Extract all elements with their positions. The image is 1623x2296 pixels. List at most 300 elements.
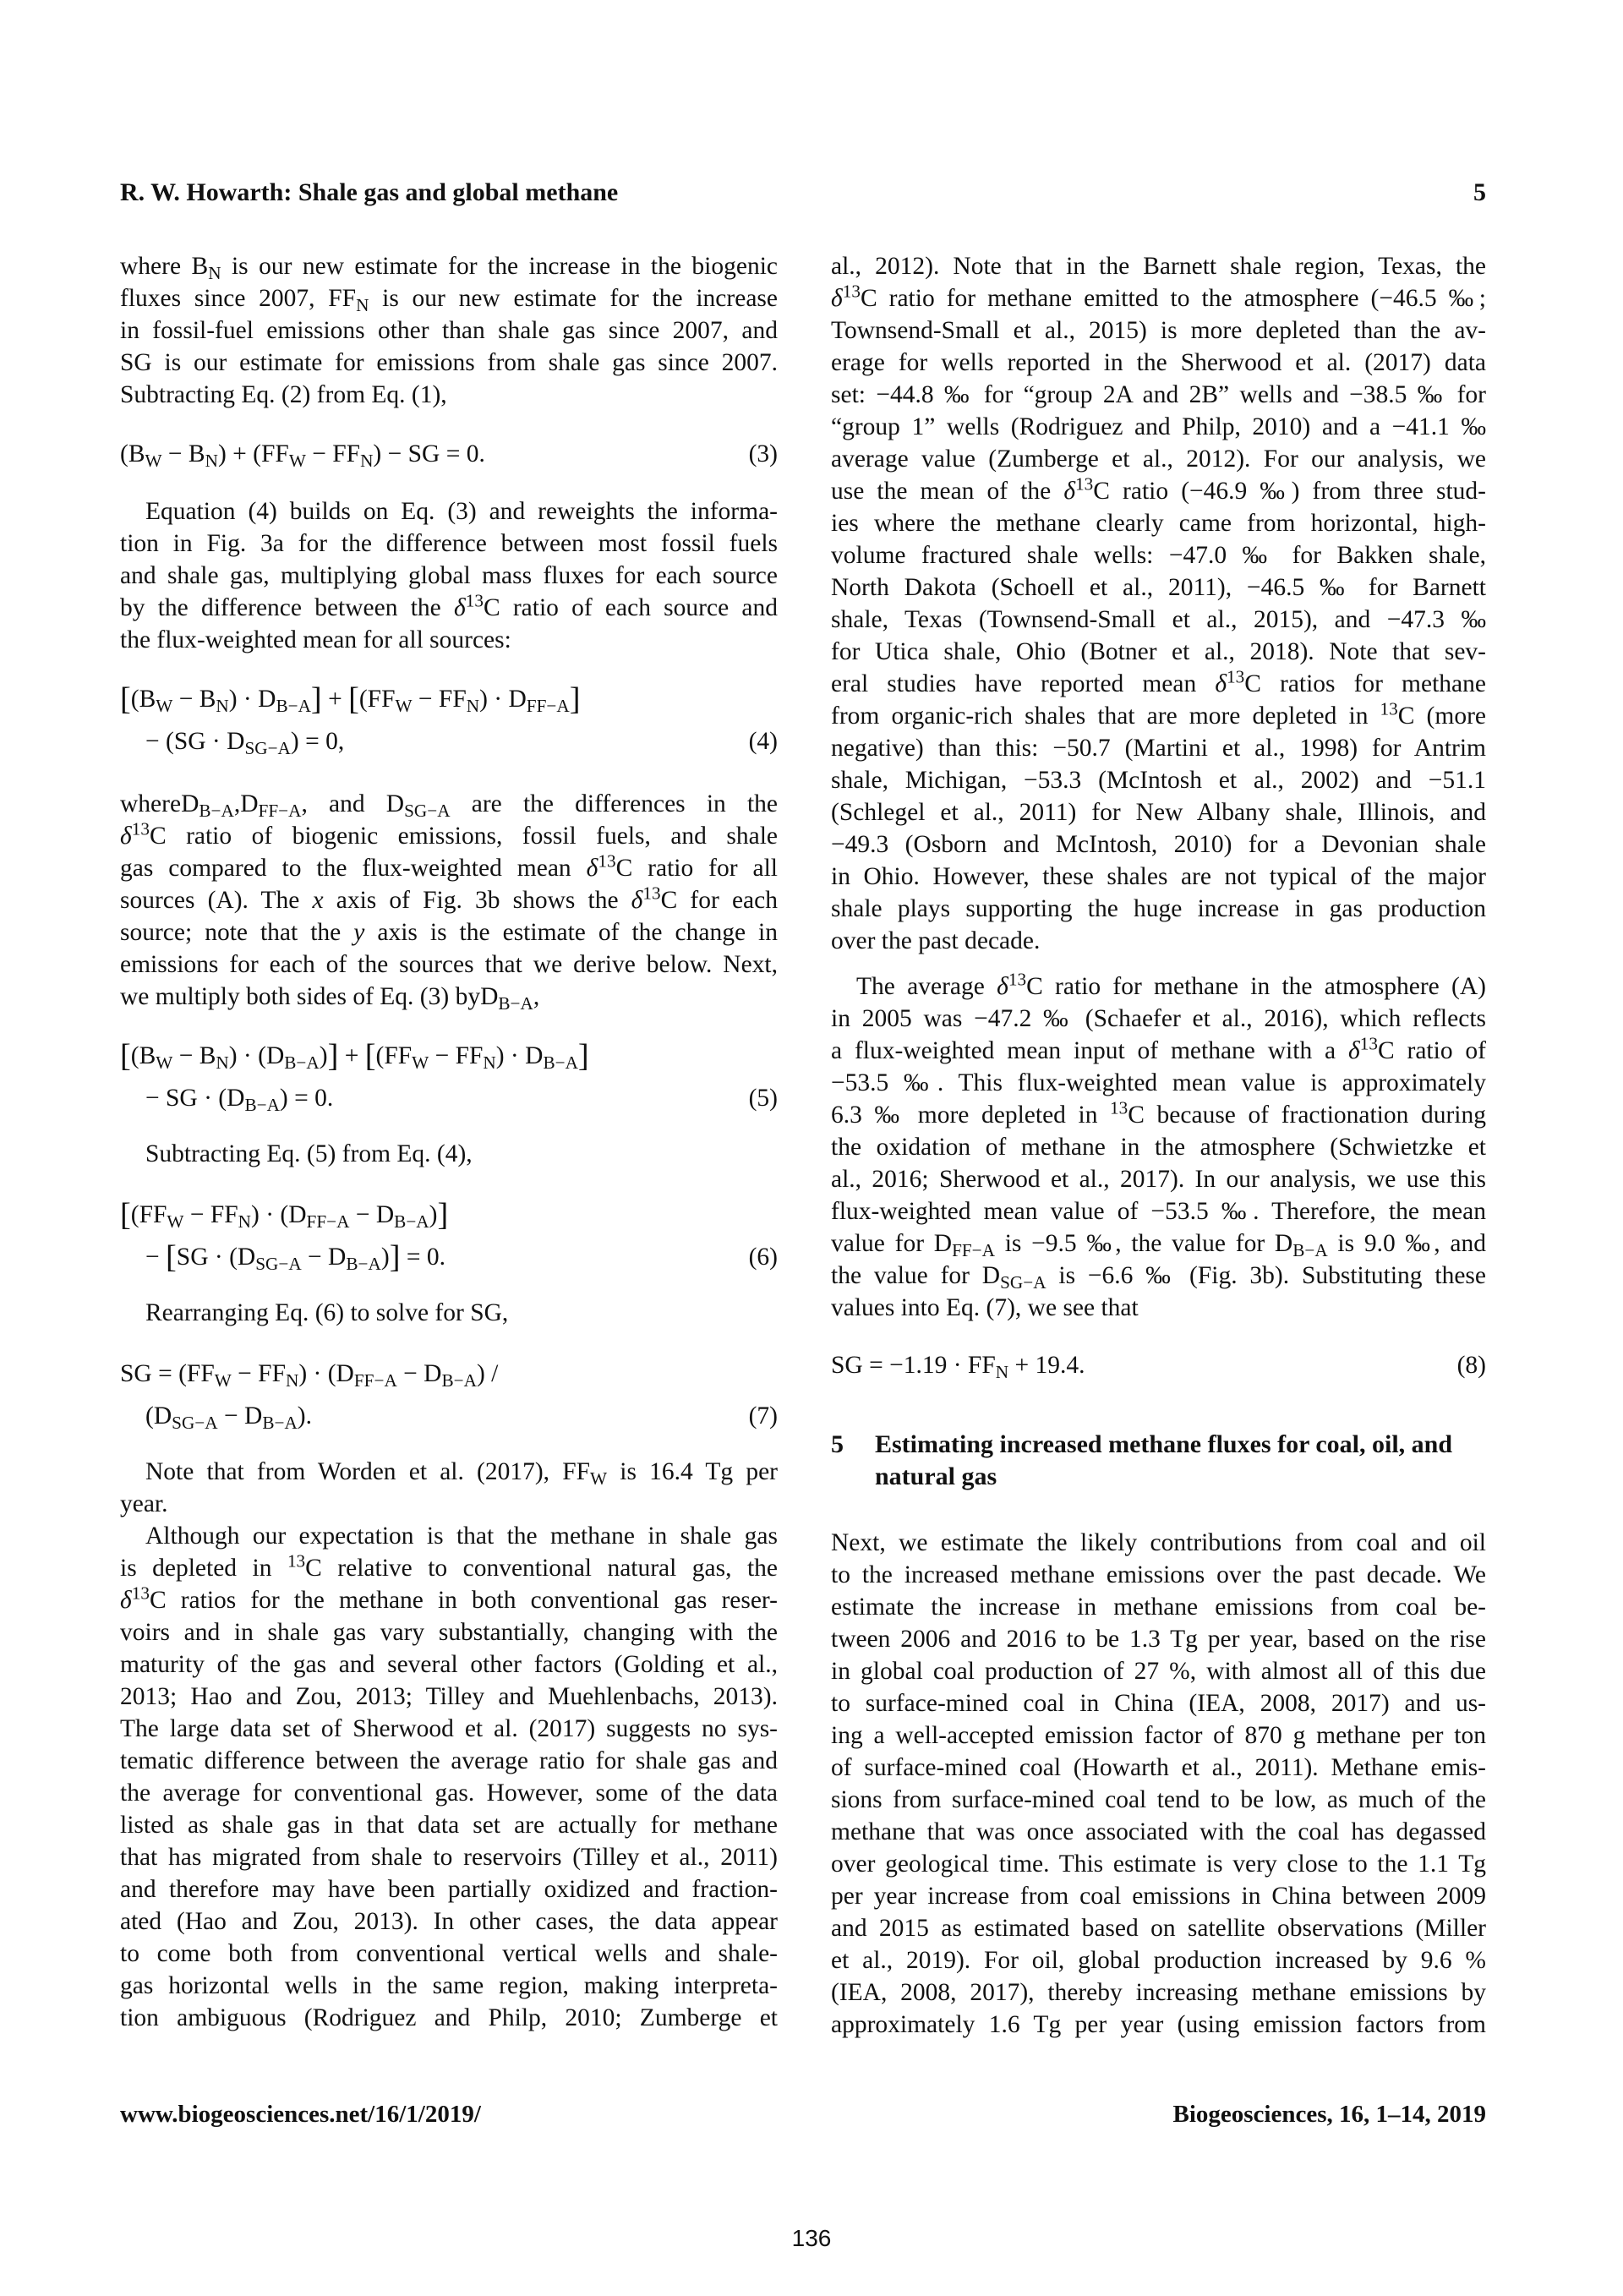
text-line <box>831 1227 1486 1260</box>
text-line <box>831 250 1486 282</box>
text-run: C ratio for all <box>615 855 778 882</box>
text-run: − FF <box>183 1201 238 1228</box>
subscript: B−A <box>346 1253 381 1274</box>
text-run: methane that was once associated with the coal has degassed <box>831 1818 1486 1845</box>
text-run: −53.5 ‰. This flux-weighted mean value is approximately <box>831 1069 1486 1096</box>
text-run: C for each <box>660 887 778 914</box>
text-line <box>120 1745 778 1777</box>
text-line <box>120 1297 778 1329</box>
text-run: − (SG · D <box>145 728 245 755</box>
text-run: ,D <box>233 790 259 817</box>
text-run: in Ohio. However, these shales are not typical of the major <box>831 863 1486 890</box>
subscript: N <box>216 695 229 716</box>
text-line <box>120 1456 778 1488</box>
text-run: − B <box>161 440 205 467</box>
text-run: δ <box>1063 478 1076 505</box>
text-run: C ratio of <box>1377 1037 1486 1064</box>
equation-line <box>831 1349 1486 1381</box>
superscript: 13 <box>1110 1097 1128 1118</box>
subscript: N <box>483 1052 496 1073</box>
text-run: ) <box>319 1042 328 1069</box>
text-run: C ratios for methane <box>1244 670 1486 697</box>
page-number: 136 <box>791 2225 832 2251</box>
text-run: δ <box>1215 670 1227 697</box>
text-run: C ratio of biogenic emissions, fossil fuels, and shale <box>149 823 778 850</box>
text-run: of surface-mined coal (Howarth et al., 2011). Methane emis- <box>831 1754 1486 1781</box>
text-run: x <box>312 887 324 914</box>
subscript: B−A <box>284 1052 320 1073</box>
text-run: and shale gas, multiplying global mass fluxes for each source <box>120 562 778 589</box>
text-line <box>831 1003 1486 1035</box>
text-run: , <box>533 983 540 1010</box>
text-run: + <box>321 686 349 713</box>
text-line <box>120 1777 778 1809</box>
text-run: is −9.5 ‰, the value for D <box>995 1230 1293 1257</box>
text-run: C ratio for methane emitted to the atmosphere (−46.5 ‰; <box>860 285 1486 312</box>
text-line <box>831 507 1486 539</box>
superscript: 13 <box>842 281 861 302</box>
equation-line <box>120 1082 778 1114</box>
text-line <box>120 1488 778 1520</box>
text-run: fluxes since 2007, FF <box>120 285 357 312</box>
text-run: year. <box>120 1490 168 1517</box>
text-line <box>120 560 778 592</box>
superscript: 13 <box>131 818 150 839</box>
text-run: (B <box>130 1042 156 1069</box>
subscript: B−A <box>498 992 533 1014</box>
text-run: C ratios for the methane in both conventional gas reser- <box>149 1587 778 1614</box>
text-line <box>120 1841 778 1873</box>
text-run: flux-weighted mean value of −53.5 ‰. Therefore, the mean <box>831 1198 1486 1225</box>
text-run: voirs and in shale gas vary substantially, changing with the <box>120 1619 778 1646</box>
superscript: 13 <box>1075 473 1094 495</box>
subscript: N <box>205 450 218 471</box>
text-line <box>831 1848 1486 1880</box>
text-run: over geological time. This estimate is very close to the 1.1 Tg <box>831 1850 1486 1878</box>
superscript: 13 <box>465 590 484 611</box>
text-line <box>831 1163 1486 1195</box>
text-line <box>831 861 1486 893</box>
text-run: 6.3 ‰ more depleted in <box>831 1102 1111 1129</box>
text-line <box>120 1138 778 1170</box>
text-run: (Schlegel et al., 2011) for New Albany shale, Illinois, and <box>831 799 1486 826</box>
text-line <box>831 604 1486 636</box>
subscript: W <box>590 1468 608 1489</box>
text-run: Subtracting Eq. (2) from Eq. (1), <box>120 381 447 408</box>
text-run: − FF <box>412 686 467 713</box>
text-line <box>831 1655 1486 1687</box>
text-run: C because of fractionation during <box>1128 1102 1486 1129</box>
text-run: − B <box>172 1042 216 1069</box>
text-line <box>831 1099 1486 1131</box>
text-line <box>831 732 1486 764</box>
text-line <box>831 1591 1486 1623</box>
text-run: y <box>353 919 365 946</box>
text-run: shale, Michigan, −53.3 (McIntosh et al., 2002) and −51.1 <box>831 767 1486 794</box>
text-run: δ <box>120 1587 132 1614</box>
subscript: N <box>995 1361 1009 1382</box>
text-run: C ratio (−46.9 ‰) from three stud- <box>1093 478 1486 505</box>
text-run: ) · D <box>228 686 276 713</box>
text-run: ated (Hao and Zou, 2013). In other cases, the data appear <box>120 1908 778 1935</box>
text-run: Note that from Worden et al. (2017), FF <box>145 1458 591 1485</box>
text-line <box>120 1938 778 1970</box>
text-line <box>831 764 1486 796</box>
text-line <box>831 443 1486 475</box>
text-run: ) − SG = 0. <box>373 440 485 467</box>
superscript: 13 <box>1227 666 1245 687</box>
text-run: (FF <box>358 686 396 713</box>
subscript: FF−A <box>306 1211 350 1232</box>
text-run: δ <box>454 594 466 621</box>
text-line <box>831 475 1486 507</box>
subscript: FF−A <box>952 1239 995 1260</box>
text-run: = 0. <box>400 1244 445 1271</box>
text-line <box>831 1035 1486 1067</box>
text-run: C ratio for methane in the atmosphere (A) <box>1026 973 1486 1000</box>
text-line <box>120 2002 778 2034</box>
text-run: in global coal production of 27 %, with almost all of this due <box>831 1658 1486 1685</box>
subscript: W <box>145 450 162 471</box>
text-run: − D <box>301 1244 347 1271</box>
text-line <box>831 1784 1486 1816</box>
text-line <box>120 1584 778 1616</box>
text-run: is our new estimate for the increase in the biogenic <box>221 253 778 280</box>
bracket: ] <box>569 681 581 718</box>
text-run: axis of Fig. 3b shows the <box>323 887 631 914</box>
text-line <box>831 2009 1486 2041</box>
text-line <box>120 884 778 916</box>
bracket: [ <box>166 1239 177 1276</box>
text-run: ) · D <box>479 686 527 713</box>
subscript: W <box>167 1211 184 1232</box>
text-run: −49.3 (Osborn and McIntosh, 2010) for a Devonian shale <box>831 831 1486 858</box>
text-run: approximately 1.6 Tg per year (using emission factors from <box>831 2011 1486 2038</box>
text-line <box>831 668 1486 700</box>
subscript: B−A <box>394 1211 429 1232</box>
text-run: is 16.4 Tg per <box>607 1458 778 1485</box>
footer-journal-url: www.biogeosciences.net/16/1/2019/ <box>120 2101 481 2128</box>
text-run: Equation (4) builds on Eq. (3) and reweights the informa- <box>145 498 778 525</box>
text-line <box>831 1195 1486 1227</box>
text-line <box>831 796 1486 828</box>
text-run: − FF <box>305 440 361 467</box>
text-line <box>831 1944 1486 1976</box>
text-run: where B <box>120 253 209 280</box>
text-run: + <box>338 1042 365 1069</box>
section-heading <box>831 1429 1486 1493</box>
bracket: ] <box>577 1038 589 1074</box>
bracket: [ <box>364 1038 376 1074</box>
text-line <box>831 1527 1486 1559</box>
text-line <box>831 1623 1486 1655</box>
running-header-page-number: 5 <box>1473 178 1486 206</box>
equation-line <box>120 1239 778 1276</box>
text-run: maturity of the gas and several other factors (Golding et al., <box>120 1651 778 1678</box>
subscript: W <box>288 450 306 471</box>
text-line <box>120 788 778 820</box>
text-line <box>831 1719 1486 1752</box>
text-run: The large data set of Sherwood et al. (2017) suggests no sys- <box>120 1715 778 1742</box>
text-run: eral studies have reported mean <box>831 670 1216 697</box>
text-run: C (more <box>1397 702 1486 730</box>
text-line <box>120 1809 778 1841</box>
bracket: [ <box>120 1197 131 1233</box>
text-run: ies where the methane clearly came from horizontal, high- <box>831 510 1486 537</box>
text-line <box>120 1040 778 1072</box>
text-run: gas horizontal wells in the same region, making interpreta- <box>120 1972 778 1999</box>
text-line <box>831 314 1486 347</box>
text-run: et al., 2019). For oil, global production increased by 9.6 % <box>831 1947 1486 1974</box>
text-run: emissions for each of the sources that we derive below. Next, <box>120 951 778 978</box>
text-run: to surface-mined coal in China (IEA, 2008, 2017) and us- <box>831 1690 1486 1717</box>
text-line <box>831 1559 1486 1591</box>
superscript: 13 <box>131 1583 150 1604</box>
text-line <box>120 981 778 1013</box>
text-line <box>831 1687 1486 1719</box>
text-run: volume fractured shale wells: −47.0 ‰ for Bakken shale, <box>831 542 1486 569</box>
text-run: al., 2012). Note that in the Barnett shale region, Texas, the <box>831 253 1486 280</box>
text-run: the flux-weighted mean for all sources: <box>120 626 511 653</box>
text-run: sources (A). The <box>120 887 313 914</box>
bracket: ] <box>327 1038 339 1074</box>
text-run: set: −44.8 ‰ for “group 2A and 2B” wells and −38.5 ‰ for <box>831 381 1486 408</box>
text-run: − D <box>349 1201 395 1228</box>
equation-number: (4) <box>748 728 778 755</box>
text-line <box>831 282 1486 314</box>
subscript: B−A <box>543 1052 578 1073</box>
text-run: is −6.6 ‰ (Fig. 3b). Substituting these <box>1046 1262 1486 1289</box>
text-run: − FF <box>231 1360 286 1387</box>
subscript: FF−A <box>526 695 570 716</box>
text-line <box>120 1681 778 1713</box>
text-run: − SG · (D <box>145 1085 245 1112</box>
text-line <box>831 700 1486 732</box>
text-run: SG = (FF <box>120 1360 215 1387</box>
text-run: δ <box>831 285 843 312</box>
text-run: + 19.4. <box>1008 1352 1085 1379</box>
text-run: is 9.0 ‰, and <box>1327 1230 1486 1257</box>
text-line <box>120 592 778 624</box>
equation-number: (3) <box>748 440 778 467</box>
subscript: B−A <box>244 1094 280 1115</box>
text-run: The average <box>856 973 997 1000</box>
text-run: values into Eq. (7), we see that <box>831 1294 1139 1321</box>
text-run: value for D <box>831 1230 953 1257</box>
subscript: B−A <box>262 1412 298 1433</box>
subscript: W <box>412 1052 429 1073</box>
text-run: δ <box>631 887 643 914</box>
subscript: N <box>216 1052 229 1073</box>
text-line <box>120 282 778 314</box>
text-line <box>120 495 778 528</box>
text-run: SG = −1.19 · FF <box>831 1352 996 1379</box>
bracket: ] <box>437 1197 449 1233</box>
text-line <box>831 1880 1486 1912</box>
subscript: N <box>466 695 480 716</box>
text-line <box>120 1648 778 1681</box>
text-line <box>120 948 778 981</box>
text-run: from organic-rich shales that are more depleted in <box>831 702 1380 730</box>
text-run: C ratio of each source and <box>483 594 778 621</box>
text-run: Although our expectation is that the methane in shale gas <box>145 1522 778 1550</box>
equation-number: (8) <box>1456 1352 1486 1379</box>
superscript: 13 <box>1380 698 1398 719</box>
text-line <box>831 1816 1486 1848</box>
text-run: whereD <box>120 790 199 817</box>
text-run: shale, Texas (Townsend-Small et al., 2015), and −47.3 ‰ <box>831 606 1486 633</box>
subscript: B−A <box>1292 1239 1328 1260</box>
text-line <box>120 1873 778 1905</box>
subscript: W <box>214 1369 232 1391</box>
subscript: W <box>156 695 173 716</box>
text-line <box>831 379 1486 411</box>
text-run: a flux-weighted mean input of methane with a <box>831 1037 1349 1064</box>
text-run: ) = 0. <box>279 1085 334 1112</box>
text-run: ) / <box>476 1360 499 1387</box>
text-run: SG is our estimate for emissions from shale gas since 2007. <box>120 349 778 376</box>
text-run: ing a well-accepted emission factor of 870 g methane per ton <box>831 1722 1486 1749</box>
text-line <box>831 970 1486 1003</box>
text-run: is depleted in <box>120 1555 287 1582</box>
text-line <box>120 681 778 718</box>
text-run: North Dakota (Schoell et al., 2011), −46.5 ‰ for Barnett <box>831 574 1486 601</box>
text-run: ) <box>429 1201 438 1228</box>
equation-number: (7) <box>748 1402 778 1430</box>
equation-line <box>120 1400 778 1432</box>
text-run: ) · (D <box>298 1360 354 1387</box>
text-run: ) · D <box>495 1042 544 1069</box>
text-line <box>120 916 778 948</box>
text-line <box>831 539 1486 571</box>
text-run: (D <box>145 1402 172 1430</box>
text-run: SG · (D <box>176 1244 256 1271</box>
subscript: FF−A <box>353 1369 397 1391</box>
text-run: − D <box>396 1360 442 1387</box>
text-line <box>120 1199 778 1231</box>
text-run: δ <box>997 973 1008 1000</box>
subscript: SG−A <box>255 1253 302 1274</box>
footer-citation: Biogeosciences, 16, 1–14, 2019 <box>1172 2101 1486 2128</box>
text-run: C relative to conventional natural gas, the <box>305 1555 779 1582</box>
text-run: over the past decade. <box>831 927 1041 954</box>
text-run: − <box>145 1244 167 1271</box>
text-line <box>831 1131 1486 1163</box>
equation-line <box>120 725 778 757</box>
text-run: ) · (D <box>228 1042 285 1069</box>
text-line <box>831 571 1486 604</box>
text-run: are the differences in the <box>450 790 778 817</box>
text-line <box>120 1905 778 1938</box>
text-line <box>831 347 1486 379</box>
text-run: listed as shale gas in that data set are actually for methane <box>120 1812 778 1839</box>
text-run: “group 1” wells (Rodriguez and Philp, 2010) and a −41.1 ‰ <box>831 413 1486 440</box>
text-line <box>120 1970 778 2002</box>
text-line <box>120 1713 778 1745</box>
superscript: 13 <box>1359 1033 1378 1054</box>
text-run: by the difference between the <box>120 594 454 621</box>
text-line <box>120 1520 778 1552</box>
bracket: ] <box>389 1239 401 1276</box>
text-run: shale plays supporting the huge increase in gas production <box>831 895 1486 922</box>
text-run: tween 2006 and 2016 to be 1.3 Tg per year, based on the rise <box>831 1626 1486 1653</box>
text-run: Rearranging Eq. (6) to solve for SG, <box>145 1299 509 1326</box>
text-line <box>120 250 778 282</box>
text-run: δ <box>586 855 598 882</box>
text-run: in fossil-fuel emissions other than shale gas since 2007, and <box>120 317 778 344</box>
text-run: (IEA, 2008, 2017), thereby increasing methane emissions by <box>831 1979 1486 2006</box>
text-run: ) + (FF <box>217 440 289 467</box>
text-run: the value for D <box>831 1262 1001 1289</box>
text-run: use the mean of the <box>831 478 1064 505</box>
bracket: ] <box>310 681 322 718</box>
bracket: [ <box>348 681 359 718</box>
equation-number: (5) <box>748 1085 778 1112</box>
equation-number: (6) <box>748 1244 778 1271</box>
text-run: Subtracting Eq. (5) from Eq. (4), <box>145 1140 473 1167</box>
subscript: SG−A <box>404 800 451 821</box>
text-run: estimate the increase in methane emissions from coal be- <box>831 1594 1486 1621</box>
text-run: and therefore may have been partially oxidized and fraction- <box>120 1876 778 1903</box>
superscript: 13 <box>598 850 616 872</box>
text-run: per year increase from coal emissions in China between 2009 <box>831 1883 1486 1910</box>
text-run: the average for conventional gas. However, some of the data <box>120 1779 778 1807</box>
subscript: N <box>208 262 221 283</box>
text-run: sions from surface-mined coal tend to be low, as much of the <box>831 1786 1486 1813</box>
subscript: B−A <box>441 1369 477 1391</box>
subscript: SG−A <box>172 1412 218 1433</box>
text-run: source; note that the <box>120 919 354 946</box>
text-line <box>831 1912 1486 1944</box>
text-run: (FF <box>130 1201 167 1228</box>
text-run: (B <box>120 440 145 467</box>
subscript: B−A <box>199 800 234 821</box>
subscript: N <box>285 1369 299 1391</box>
text-run: the oxidation of methane in the atmosphere (Schwietzke et <box>831 1134 1486 1161</box>
text-run: to the increased methane emissions over the past decade. We <box>831 1561 1486 1588</box>
text-run: (FF <box>375 1042 413 1069</box>
equation-line <box>120 438 778 470</box>
text-run: Next, we estimate the likely contributions from coal and oil <box>831 1529 1486 1556</box>
text-run: that has migrated from shale to reservoirs (Tilley et al., 2011) <box>120 1844 778 1871</box>
superscript: 13 <box>642 883 661 904</box>
subscript: B−A <box>276 695 311 716</box>
running-header-title: R. W. Howarth: Shale gas and global methane <box>120 178 619 206</box>
text-line <box>120 852 778 884</box>
text-run: ) <box>380 1244 390 1271</box>
text-run: tematic difference between the average ratio for shale gas and <box>120 1747 778 1774</box>
text-run: − FF <box>429 1042 484 1069</box>
text-run: for Utica shale, Ohio (Botner et al., 2018). Note that sev- <box>831 638 1486 665</box>
text-line <box>831 925 1486 957</box>
text-run: to come both from conventional vertical wells and shale- <box>120 1940 778 1967</box>
text-run: δ <box>120 823 132 850</box>
text-run: ) = 0, <box>290 728 345 755</box>
text-run: negative) than this: −50.7 (Martini et al., 1998) for Antrim <box>831 735 1486 762</box>
text-line <box>831 1976 1486 2009</box>
text-run: (B <box>130 686 156 713</box>
text-line <box>831 828 1486 861</box>
superscript: 13 <box>1008 969 1027 990</box>
section-title-line-2: natural gas <box>875 1462 997 1490</box>
text-line <box>120 624 778 656</box>
text-line <box>831 1260 1486 1292</box>
text-run: gas compared to the flux-weighted mean <box>120 855 587 882</box>
text-run: − D <box>217 1402 263 1430</box>
text-run: is our new estimate for the increase <box>369 285 778 312</box>
text-line <box>120 347 778 379</box>
text-line <box>831 893 1486 925</box>
